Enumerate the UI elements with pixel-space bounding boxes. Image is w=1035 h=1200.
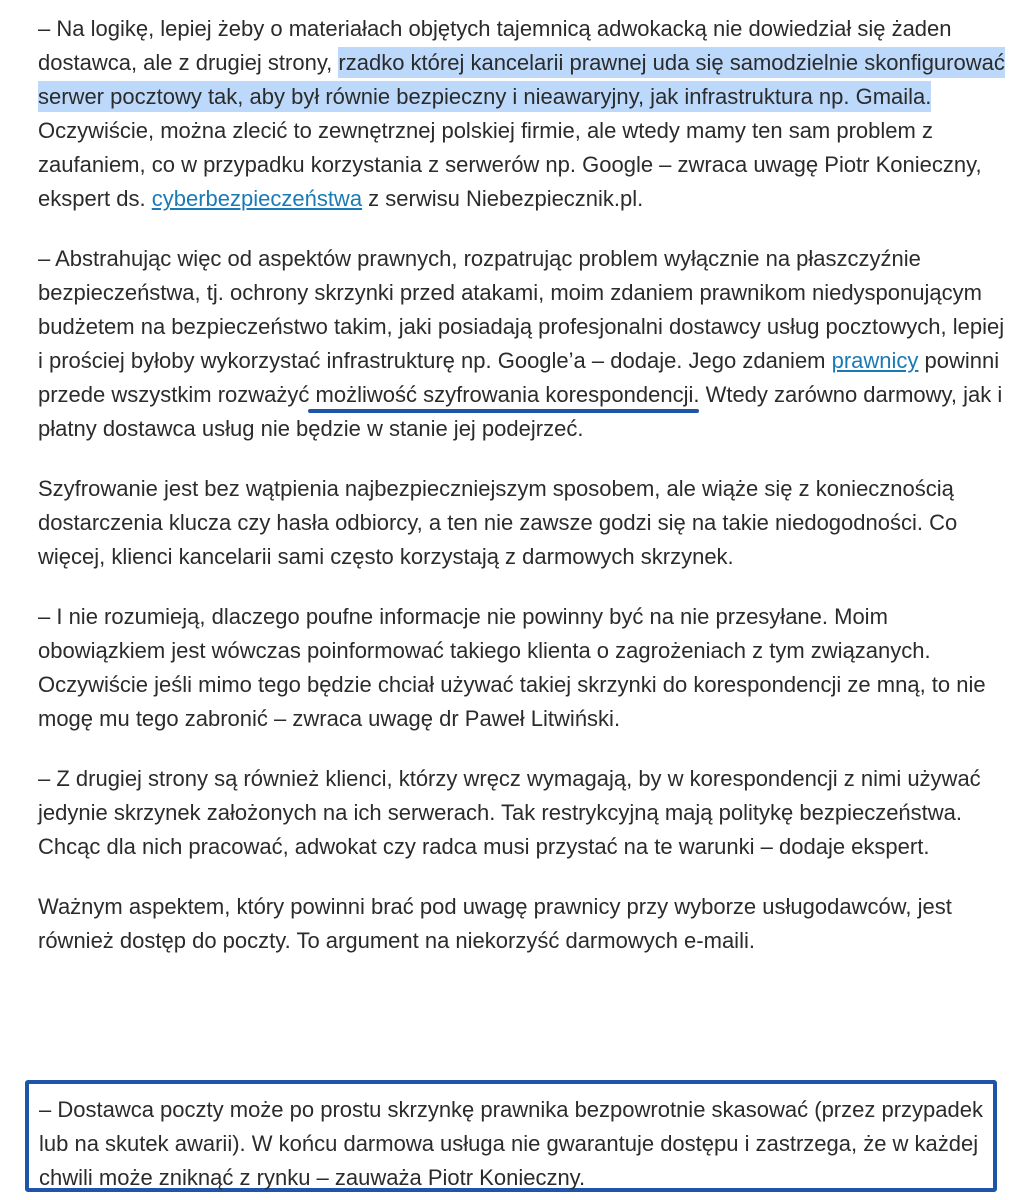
- paragraph-1-text-c: z serwisu Niebezpiecznik.pl.: [362, 186, 644, 211]
- paragraph-1-text-a: – Na logikę, lepiej żeby o materiałach objętych tajemnicą adwokacką nie dowiedział się żaden dostawca, ale z drugiej strony,: [38, 16, 952, 75]
- highlighted-passage: rzadko której kancelarii prawnej uda się samodzielnie skonfigurować serwer pocztowy tak, aby był równie bezpieczny i nieawaryjny, jak infrastruktura np. Gmaila.: [38, 47, 1005, 112]
- paragraph-1: [38, 12, 1005, 216]
- paragraph-4: – I nie rozumieją, dlaczego poufne informacje nie powinny być na nie przesyłane. Moim obowiązkiem jest wówczas poinformować takiego klienta o zagrożeniach z tym związanych. Oczywiście jeśli mimo tego będzie chciał używać takiej skrzynki do korespondencji ze mną, to nie mogę mu tego zabronić – zwraca uwagę dr Paweł Litwiński.: [38, 604, 986, 731]
- cyberbezpieczenstwa-link[interactable]: cyberbezpieczeństwa: [151, 186, 363, 211]
- paragraph-2-text-a: – Abstrahując więc od aspektów prawnych, rozpatrując problem wyłącznie na płaszczyźnie bezpieczeństwa, tj. ochrony skrzynki przed atakami, moim zdaniem prawnikom niedysponującym budżetem na bezpieczeństwo takim, jaki posiadają profesjonalni dostawcy usług pocztowych, lepiej i prościej byłoby wykorzystać infrastrukturę np. Google’a – dodaje. Jego zdaniem: [38, 246, 1005, 373]
- boxed-quote-paragraph: – Dostawca poczty może po prostu skrzynkę prawnika bezpowrotnie skasować (przez przypadek lub na skutek awarii). W końcu darmowa usługa nie gwarantuje dostępu i zastrzega, że w każdej chwili może zniknąć z rynku – zauważa Piotr Konieczny.: [25, 1080, 997, 1192]
- paragraph-3: Szyfrowanie jest bez wątpienia najbezpieczniejszym sposobem, ale wiąże się z koniecznością dostarczenia klucza czy hasła odbiorcy, a ten nie zawsze godzi się na takie niedogodności. Co więcej, klienci kancelarii sami często korzystają z darmowych skrzynek.: [38, 476, 958, 569]
- paragraph-5: – Z drugiej strony są również klienci, którzy wręcz wymagają, by w korespondencji z nimi używać jedynie skrzynek założonych na ich serwerach. Tak restrykcyjną mają politykę bezpieczeństwa. Chcąc dla nich pracować, adwokat czy radca musi przystać na te warunki – dodaje ekspert.: [38, 766, 981, 859]
- underlined-phrase: możliwość szyfrowania korespondencji: [315, 382, 694, 407]
- paragraph-2: [38, 242, 1005, 446]
- paragraph-1-text-b: Oczywiście, można zlecić to zewnętrznej polskiej firmie, ale wtedy mamy ten sam problem z zaufaniem, co w przypadku korzystania z serwerów np. Google – zwraca uwagę Piotr Konieczny, ekspert ds.: [38, 118, 982, 211]
- prawnicy-link[interactable]: prawnicy: [831, 348, 919, 373]
- paragraph-6: Ważnym aspektem, który powinni brać pod uwagę prawnicy przy wyborze usługodawców, jest również dostęp do poczty. To argument na niekorzyść darmowych e-maili.: [38, 894, 952, 953]
- paragraph-2-text-b: powinni przede wszystkim rozważyć: [38, 348, 1000, 407]
- paragraph-2-text-c: . Wtedy zarówno darmowy, jak i płatny dostawca usług nie będzie w stanie jej podejrzeć.: [38, 382, 1003, 441]
